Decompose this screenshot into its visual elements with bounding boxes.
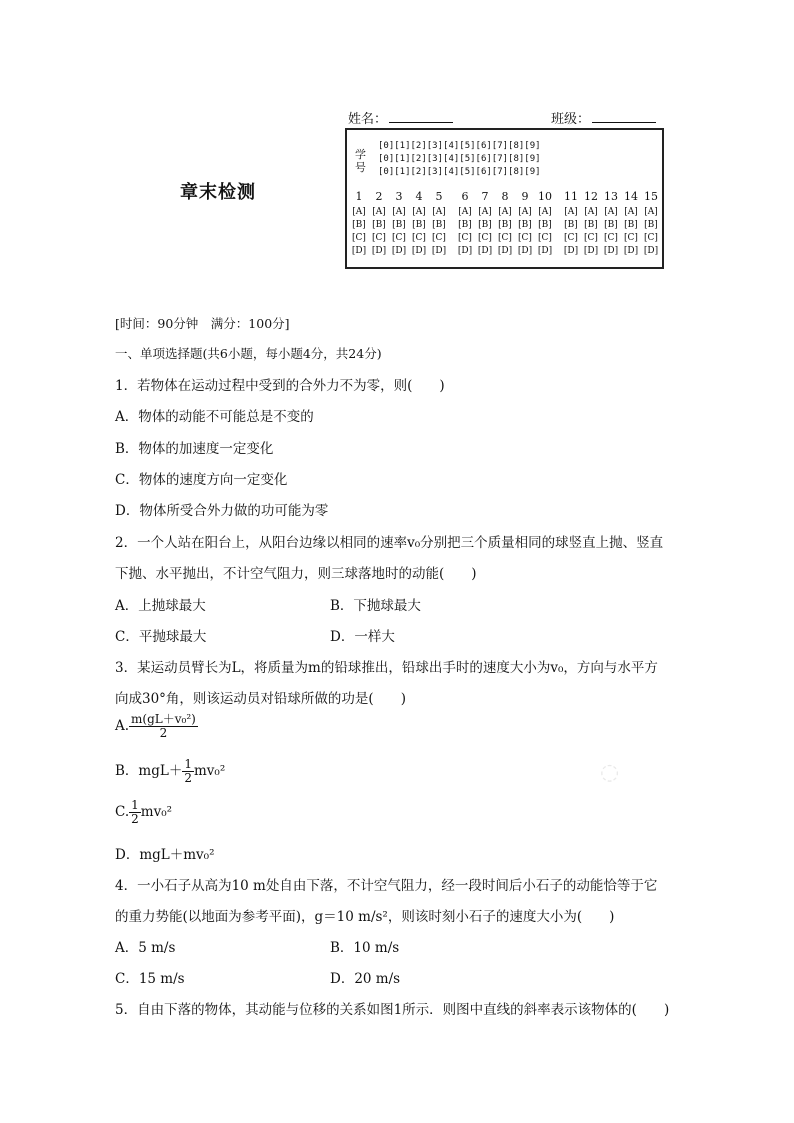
question-number: 4 — [415, 190, 423, 203]
q2-stem-line2: 下抛、水平抛出，不计空气阻力，则三球落地时的动能( ) — [115, 566, 477, 582]
answer-bubble[interactable]: [C] — [538, 233, 552, 243]
q3-option-c-fraction — [129, 799, 141, 826]
student-id-row-3[interactable]: [0][1][2][3][4][5][6][7][8][9] — [378, 167, 541, 177]
question-number: 14 — [624, 190, 638, 203]
q3-option-b[interactable] — [115, 758, 225, 785]
answer-bubble[interactable]: [A] — [458, 207, 472, 217]
question-number: 13 — [604, 190, 618, 203]
answer-bubble[interactable]: [C] — [458, 233, 472, 243]
q3-c-numerator: 1 — [131, 798, 139, 812]
answer-bubble[interactable]: [A] — [432, 207, 446, 217]
answer-card — [345, 128, 664, 269]
q3-option-a-label: A. — [115, 718, 130, 734]
answer-bubble[interactable]: [C] — [372, 233, 386, 243]
answer-grid — [347, 130, 662, 267]
answer-bubble[interactable]: [C] — [432, 233, 446, 243]
class-label: 班级： — [551, 112, 591, 127]
answer-bubble[interactable]: [D] — [477, 246, 493, 256]
q3-c-denominator: 2 — [131, 812, 139, 826]
answer-bubble[interactable]: [A] — [392, 207, 406, 217]
answer-bubble[interactable]: [D] — [351, 246, 367, 256]
q4-stem-line2: 的重力势能(以地面为参考平面)，g＝10 m/s²，则该时刻小石子的速度大小为( ) — [115, 909, 615, 925]
answer-bubble[interactable]: [D] — [537, 246, 553, 256]
answer-bubble[interactable]: [C] — [478, 233, 492, 243]
name-label: 姓名： — [348, 112, 388, 127]
answer-bubble[interactable]: [D] — [411, 246, 427, 256]
answer-bubble[interactable]: [B] — [432, 220, 446, 230]
class-field[interactable] — [551, 108, 656, 127]
q3-option-a[interactable] — [115, 713, 198, 740]
q3-option-a-fraction — [129, 713, 198, 740]
question-number: 5 — [435, 190, 443, 203]
q4-option-b[interactable]: B．10 m/s — [330, 940, 400, 956]
answer-bubble[interactable]: [D] — [431, 246, 447, 256]
q1-option-c[interactable]: C．物体的速度方向一定变化 — [115, 472, 288, 488]
answer-bubble[interactable]: [D] — [457, 246, 473, 256]
answer-bubble[interactable]: [B] — [538, 220, 552, 230]
answer-bubble[interactable]: [B] — [644, 220, 658, 230]
q1-stem: 1．若物体在运动过程中受到的合外力不为零，则( ) — [115, 378, 445, 394]
answer-bubble[interactable]: [A] — [624, 207, 638, 217]
answer-bubble[interactable]: [A] — [478, 207, 492, 217]
q3-b-suffix: mv₀² — [193, 763, 226, 779]
student-id-row-1[interactable]: [0][1][2][3][4][5][6][7][8][9] — [378, 141, 541, 151]
q3-option-d[interactable]: D．mgL＋mv₀² — [115, 847, 215, 863]
answer-bubble[interactable]: [C] — [624, 233, 638, 243]
class-blank[interactable] — [592, 110, 656, 123]
q3-option-c[interactable] — [115, 799, 172, 826]
watermark: ◌ — [600, 760, 623, 785]
q3-option-b-label: B． — [115, 763, 139, 779]
answer-bubble[interactable]: [C] — [498, 233, 512, 243]
question-number: 9 — [521, 190, 529, 203]
answer-bubble[interactable]: [B] — [372, 220, 386, 230]
answer-bubble[interactable]: [D] — [563, 246, 579, 256]
q1-option-d[interactable]: D．物体所受合外力做的功可能为零 — [115, 503, 329, 519]
q4-stem-line1: 4．一小石子从高为10 m处自由下落，不计空气阻力，经一段时间后小石子的动能恰等于它 — [115, 878, 658, 894]
q1-option-a[interactable]: A．物体的动能不可能总是不变的 — [115, 409, 314, 425]
answer-bubble[interactable]: [C] — [352, 233, 366, 243]
answer-bubble[interactable]: [D] — [583, 246, 599, 256]
answer-bubble[interactable]: [B] — [584, 220, 598, 230]
q3-a-numerator: m(gL＋v₀²) — [131, 712, 196, 726]
answer-bubble[interactable]: [A] — [584, 207, 598, 217]
q2-option-b[interactable]: B．下抛球最大 — [330, 598, 421, 614]
answer-bubble[interactable]: [C] — [604, 233, 618, 243]
question-number: 6 — [461, 190, 469, 203]
answer-bubble[interactable]: [B] — [498, 220, 512, 230]
q3-b-prefix: mgL＋ — [138, 763, 183, 779]
q3-b-denominator: 2 — [184, 771, 192, 785]
q2-stem-line1: 2．一个人站在阳台上，从阳台边缘以相同的速率v₀分别把三个质量相同的球竖直上抛、竖直 — [115, 535, 664, 551]
answer-bubble[interactable]: [A] — [604, 207, 618, 217]
q3-option-c-label: C. — [115, 804, 130, 820]
q1-option-b[interactable]: B．物体的加速度一定变化 — [115, 441, 274, 457]
answer-bubble[interactable]: [B] — [412, 220, 426, 230]
question-number: 11 — [564, 190, 578, 203]
question-number: 7 — [481, 190, 489, 203]
q3-b-numerator: 1 — [184, 757, 192, 771]
answer-bubble[interactable]: [D] — [517, 246, 533, 256]
answer-bubble[interactable]: [B] — [624, 220, 638, 230]
name-field[interactable] — [348, 108, 453, 127]
answer-bubble[interactable]: [D] — [391, 246, 407, 256]
answer-bubble[interactable]: [B] — [392, 220, 406, 230]
q3-c-suffix: mv₀² — [140, 804, 173, 820]
q3-option-b-fraction — [182, 758, 194, 785]
student-id-row-2[interactable]: [0][1][2][3][4][5][6][7][8][9] — [378, 154, 541, 164]
answer-bubble[interactable]: [D] — [603, 246, 619, 256]
question-number: 2 — [375, 190, 383, 203]
answer-bubble[interactable]: [B] — [564, 220, 578, 230]
section-heading: 一、单项选择题(共6小题，每小题4分，共24分) — [115, 346, 382, 361]
answer-bubble[interactable]: [A] — [372, 207, 386, 217]
answer-bubble[interactable]: [D] — [623, 246, 639, 256]
answer-bubble[interactable]: [C] — [584, 233, 598, 243]
q2-option-c[interactable]: C．平抛球最大 — [115, 629, 207, 645]
answer-bubble[interactable]: [A] — [518, 207, 532, 217]
answer-bubble[interactable]: [B] — [604, 220, 618, 230]
answer-bubble[interactable]: [A] — [644, 207, 658, 217]
answer-bubble[interactable]: [C] — [392, 233, 406, 243]
answer-bubble[interactable]: [C] — [564, 233, 578, 243]
answer-bubble[interactable]: [B] — [458, 220, 472, 230]
answer-bubble[interactable]: [C] — [518, 233, 532, 243]
answer-bubble[interactable]: [B] — [478, 220, 492, 230]
q4-option-a[interactable]: A．5 m/s — [115, 940, 176, 956]
question-number: 3 — [395, 190, 403, 203]
q4-option-c[interactable]: C．15 m/s — [115, 971, 185, 987]
question-number: 12 — [584, 190, 598, 203]
q3-stem-line1: 3．某运动员臂长为L，将质量为m的铅球推出，铅球出手时的速度大小为v₀，方向与水平方 — [115, 660, 658, 676]
question-number: 15 — [644, 190, 658, 203]
answer-bubble[interactable]: [A] — [352, 207, 366, 217]
q2-option-d[interactable]: D．一样大 — [330, 629, 395, 645]
q3-a-denominator: 2 — [159, 726, 168, 740]
q4-option-d[interactable]: D．20 m/s — [330, 971, 401, 987]
answer-bubble[interactable]: [D] — [497, 246, 513, 256]
answer-bubble[interactable]: [D] — [643, 246, 659, 256]
question-number: 8 — [501, 190, 509, 203]
answer-bubble[interactable]: [D] — [371, 246, 387, 256]
answer-bubble[interactable]: [A] — [498, 207, 512, 217]
student-id-label: 学号 — [355, 148, 366, 174]
name-blank[interactable] — [389, 110, 453, 123]
q2-option-a[interactable]: A．上抛球最大 — [115, 598, 206, 614]
answer-bubble[interactable]: [A] — [538, 207, 552, 217]
answer-bubble[interactable]: [B] — [518, 220, 532, 230]
answer-bubble[interactable]: [C] — [644, 233, 658, 243]
answer-bubble[interactable]: [A] — [412, 207, 426, 217]
answer-bubble[interactable]: [C] — [412, 233, 426, 243]
question-number: 10 — [538, 190, 552, 203]
exam-info: [时间：90分钟 满分：100分] — [115, 316, 290, 331]
answer-bubble[interactable]: [B] — [352, 220, 366, 230]
q5-stem: 5．自由下落的物体，其动能与位移的关系如图1所示．则图中直线的斜率表示该物体的( ) — [115, 1002, 670, 1018]
question-number: 1 — [355, 190, 363, 203]
answer-bubble[interactable]: [A] — [564, 207, 578, 217]
chapter-title: 章末检测 — [180, 182, 256, 203]
q3-stem-line2: 向成30°角，则该运动员对铅球所做的功是( ) — [115, 691, 406, 707]
